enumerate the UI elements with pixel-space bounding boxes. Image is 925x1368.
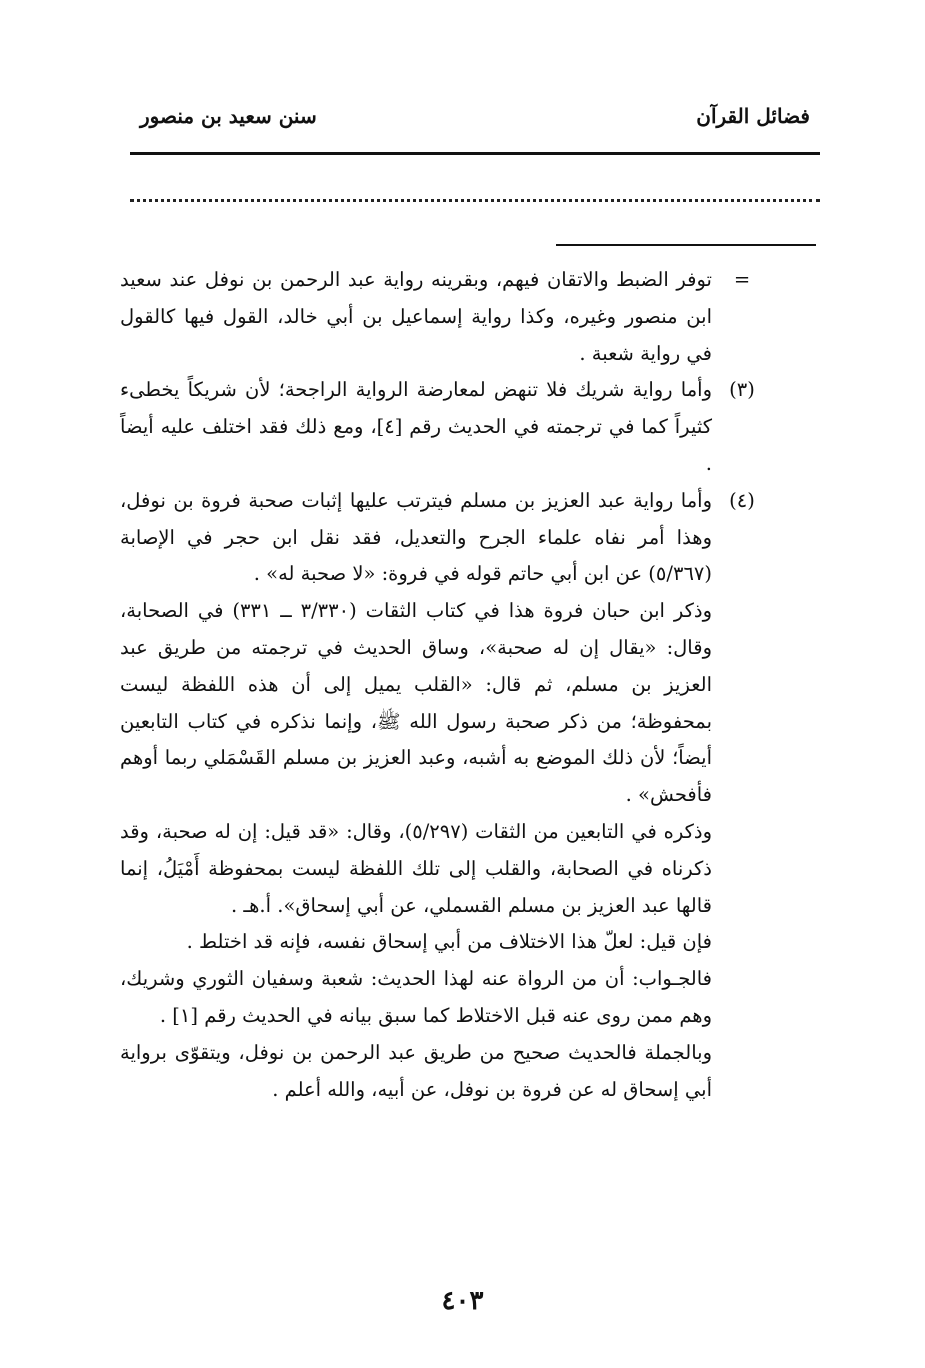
footnote-marker: (٣) [729, 378, 755, 402]
footnote-marker: = [733, 268, 751, 291]
footnote-text: توفر الضبط والاتقان فيهم، وبقرينه رواية عبد الرحمن بن نوفل عند سعيد ابن منصور وغيره، وكذا رواية إسماعيل بن أبي خالد، القول فيها كالقول في رواية شعبة . [120, 268, 712, 365]
header-rule [130, 152, 820, 155]
running-header [130, 104, 820, 148]
footnote-text: وأما رواية شريك فلا تنهض لمعارضة الرواية الراجحة؛ لأن شريكاً يخطىء كثيراً كما في ترجمته في الحديث رقم [٤]، ومع ذلك فقد اختلف عليه أيضاً . [120, 378, 712, 475]
page-number: ٤٠٣ [441, 1286, 484, 1316]
footnote-rule [556, 244, 816, 246]
footnote-text: وأما رواية عبد العزيز بن مسلم فيترتب عليها إثبات صحبة فروة بن نوفل، وهذا أمر نفاه علماء الجرح والتعديل، فقد نقل ابن حجر في الإصابة (٥/٣٦٧) عن ابن أبي حاتم قوله في فروة: «لا صحبة له» . [120, 488, 712, 586]
paragraph: وذكر ابن حبان فروة هذا في كتاب الثقات (٣/٣٣٠ ــ ٣٣١) في الصحابة، وقال: «يقال إن له صحبة»، وساق الحديث في ترجمته من طريق عبد العزيز بن مسلم، ثم قال: «القلب يميل إلى أن هذه اللفظة ليست بمحفوظة؛ من ذكر صحبة رسول الله ﷺ، وإنما نذكره في كتاب التابعين أيضاً؛ لأن ذلك الموضع به أشبه، وعبد العزيز بن مسلم القَسْمَلي ربما أوهم فأفحش» . [120, 599, 712, 807]
paragraph: وذكره في التابعين من الثقات (٥/٢٩٧)، وقال: «قد قيل: إن له صحبة، وقد ذكرناه في الصحابة، والقلب إلى تلك اللفظة ليست بمحفوظة أَمْيَلُ، إنما قالها عبد العزيز بن مسلم القسملي، عن أبي إسحاق». أ.هـ . [120, 819, 712, 917]
chapter-title: فضائل القرآن [696, 104, 810, 128]
paragraph: وبالجملة فالحديث صحيح من طريق عبد الرحمن بن نوفل، ويتقوّى برواية أبي إسحاق له عن فروة بن نوفل، عن أبيه، والله أعلم . [120, 1040, 712, 1101]
footnotes-block [120, 262, 760, 1108]
footnote-continuation [120, 262, 760, 372]
footnote-4 [120, 483, 760, 593]
paragraph: فالجـواب: أن من الرواة عنه لهذا الحديث: شعبة وسفيان الثوري وشريك، وهم ممن روى عنه قبل الاختلاط كما سبق بيانه في الحديث رقم [١] . [120, 967, 712, 1027]
book-title: سنن سعيد بن منصور [140, 104, 317, 128]
paragraph: فإن قيل: لعلّ هذا الاختلاف من أبي إسحاق نفسه، فإنه قد اختلط . [186, 930, 712, 954]
dotted-separator [130, 199, 820, 202]
footnote-3 [120, 372, 760, 482]
footnote-marker: (٤) [729, 488, 755, 512]
